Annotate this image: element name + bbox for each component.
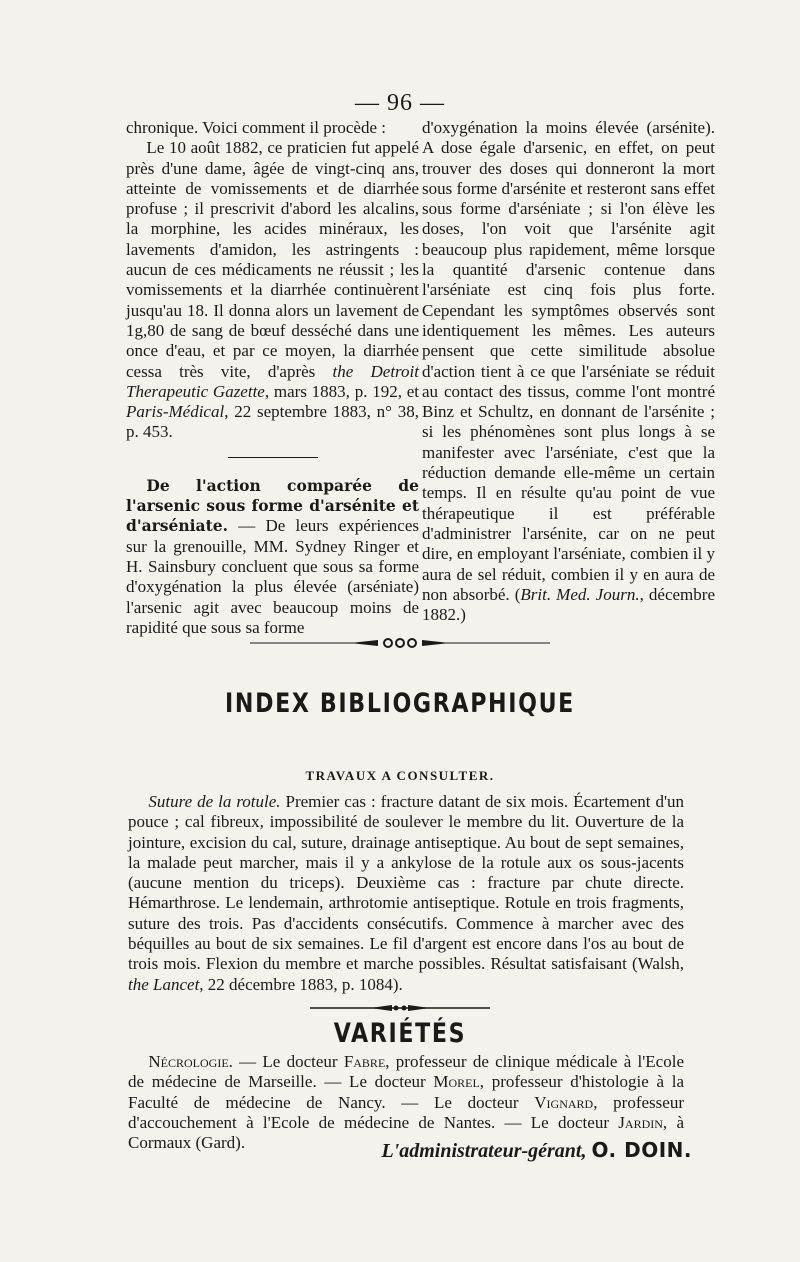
varietes-heading: VARIÉTÉS [333, 1018, 467, 1049]
paragraph [422, 118, 715, 625]
text-run: Le 10 août 1882, ce praticien fut appelé près d'une dame, âgée de vingt-cinq ans, atteinte de vomissements et de diarrhée profuse ; il prescrivit d'abord les alcalins, la morphine, les acides minéraux, les lavements d'amidon, les astringents : aucun de ces médicaments ne réussit ; les vomissements et la diarrhée continuèrent jusqu'au 18. Il donna alors un lavement de 1g,80 de sang de bœuf desséché dans une once d'eau, et par ce moyen, la diarrhée cessa très vite, d'après [126, 138, 419, 381]
person-name: Jardin [618, 1112, 663, 1132]
text-run: , professeur de clinique médicale à l'Ecole de médecine de Marseille. — Le docteur [128, 1052, 684, 1092]
journal-title: Brit. Med. Journ. [520, 584, 640, 604]
text-run: , professeur d'accouchement à l'Ecole de médecine de Nantes. — Le docteur [128, 1092, 684, 1132]
text-run: , 22 septembre 1883, n° 38, p. 453. [126, 402, 419, 442]
paragraph [126, 476, 419, 638]
paragraph [126, 138, 419, 442]
ornament-icon [250, 636, 550, 650]
signature-role: L'administrateur-gérant, [381, 1140, 587, 1162]
text-run: — Le docteur [232, 1052, 344, 1071]
ornament-icon [310, 1003, 490, 1013]
text-run: , mars 1883, p. 192, et [264, 381, 419, 401]
paragraph: chronique. Voici comment il procède : [126, 118, 386, 137]
section-title: De l'action comparée de l'arsenic sous forme d'arsénite et d'arséniate. [126, 475, 419, 536]
index-heading: INDEX BIBLIOGRAPHIQUE [225, 688, 575, 719]
index-subheading: TRAVAUX A CONSULTER. [305, 768, 495, 783]
journal-title: the Detroit Therapeutic Gazette [126, 361, 419, 401]
divider [228, 457, 318, 458]
page-number: — 96 — [355, 90, 445, 116]
person-name: Vignard [534, 1092, 594, 1112]
text-run: , décembre 1882.) [422, 584, 715, 625]
entry-title: Suture de la rotule. [148, 792, 281, 811]
right-column [422, 118, 715, 625]
journal-title: the Lancet [128, 974, 200, 994]
ornament-divider [0, 1000, 800, 1018]
text-run: , professeur d'histologie à la Faculté de médecine de Nancy. — Le docteur [128, 1072, 684, 1112]
text-run: Premier cas : fracture datant de six mois. Écartement d'un pouce ; cal fibreux, impossibilité de soulever le membre du lit. Ouverture de la jointure, excision du cal, suture, drainage antiseptique. Au bout de sept semaines, la malade peut marcher, mais il y a ankylose de la rotule aux os sous-jacents (aucune mention du triceps). Deuxième cas : fracture par chute directe. Hémarthrose. Le lendemain, arthrotomie antiseptique. Rotule en trois fragments, suture des trois. Pas d'accidents consécutifs. Commence à marcher avec des béquilles au bout de six semaines. Le fil d'argent est encore dans l'os au bout de trois mois. Flexion du membre et marche possibles. Résultat satisfaisant (Walsh, [128, 792, 685, 974]
paragraph [128, 792, 684, 995]
signature [340, 1138, 692, 1163]
section-label: Nécrologie. [148, 1052, 233, 1071]
signature-name: O. DOIN. [591, 1138, 692, 1162]
person-name: Morel [433, 1072, 480, 1092]
journal-title: Paris-Médical [126, 402, 225, 422]
ornament-divider [0, 636, 800, 655]
text-run: , 22 décembre 1883, p. 1084). [199, 974, 403, 994]
text-run: d'oxygénation la moins élevée (arsénite). A dose égale d'arsenic, en effet, on peut trouver des doses qui donneront la mort sous forme d'arsénite et resteront sans effet sous forme d'arséniate ; si l'on élève les doses, l'on voit que l'arsénite agit beaucoup plus rapidement, même lorsque la quantité d'arsenic contenue dans l'arséniate est cinq fois plus forte. Cependant les symptômes observés sont identiquement les mêmes. Les auteurs pensent que cette similitude absolue d'action tient à ce que l'arséniate se réduit au contact des tissus, comme l'ont montré Binz et Schultz, en donnant de l'arsénite ; si les phénomènes sont plus longs à se manifester avec l'arséniate, c'est que la réduction demande elle-même un certain temps. Il en résulte qu'au point de vue thérapeutique il est préférable d'administrer l'arsénite, car on ne peut dire, en employant l'arséniate, combien il y aura de sel réduit, combien il y en aura de non absorbé. ( [422, 118, 715, 604]
index-entry [128, 792, 684, 995]
person-name: Fabre [343, 1052, 386, 1071]
left-column [126, 118, 419, 638]
text-run: — De leurs expériences sur la grenouille, MM. Sydney Ringer et H. Sainsbury concluent que sous sa forme d'oxygénation la plus élevée (arséniate) l'arsenic agit avec beaucoup moins de rapidité que sous sa forme [126, 516, 419, 637]
text-run: , à Cormaux (Gard). [128, 1112, 684, 1153]
